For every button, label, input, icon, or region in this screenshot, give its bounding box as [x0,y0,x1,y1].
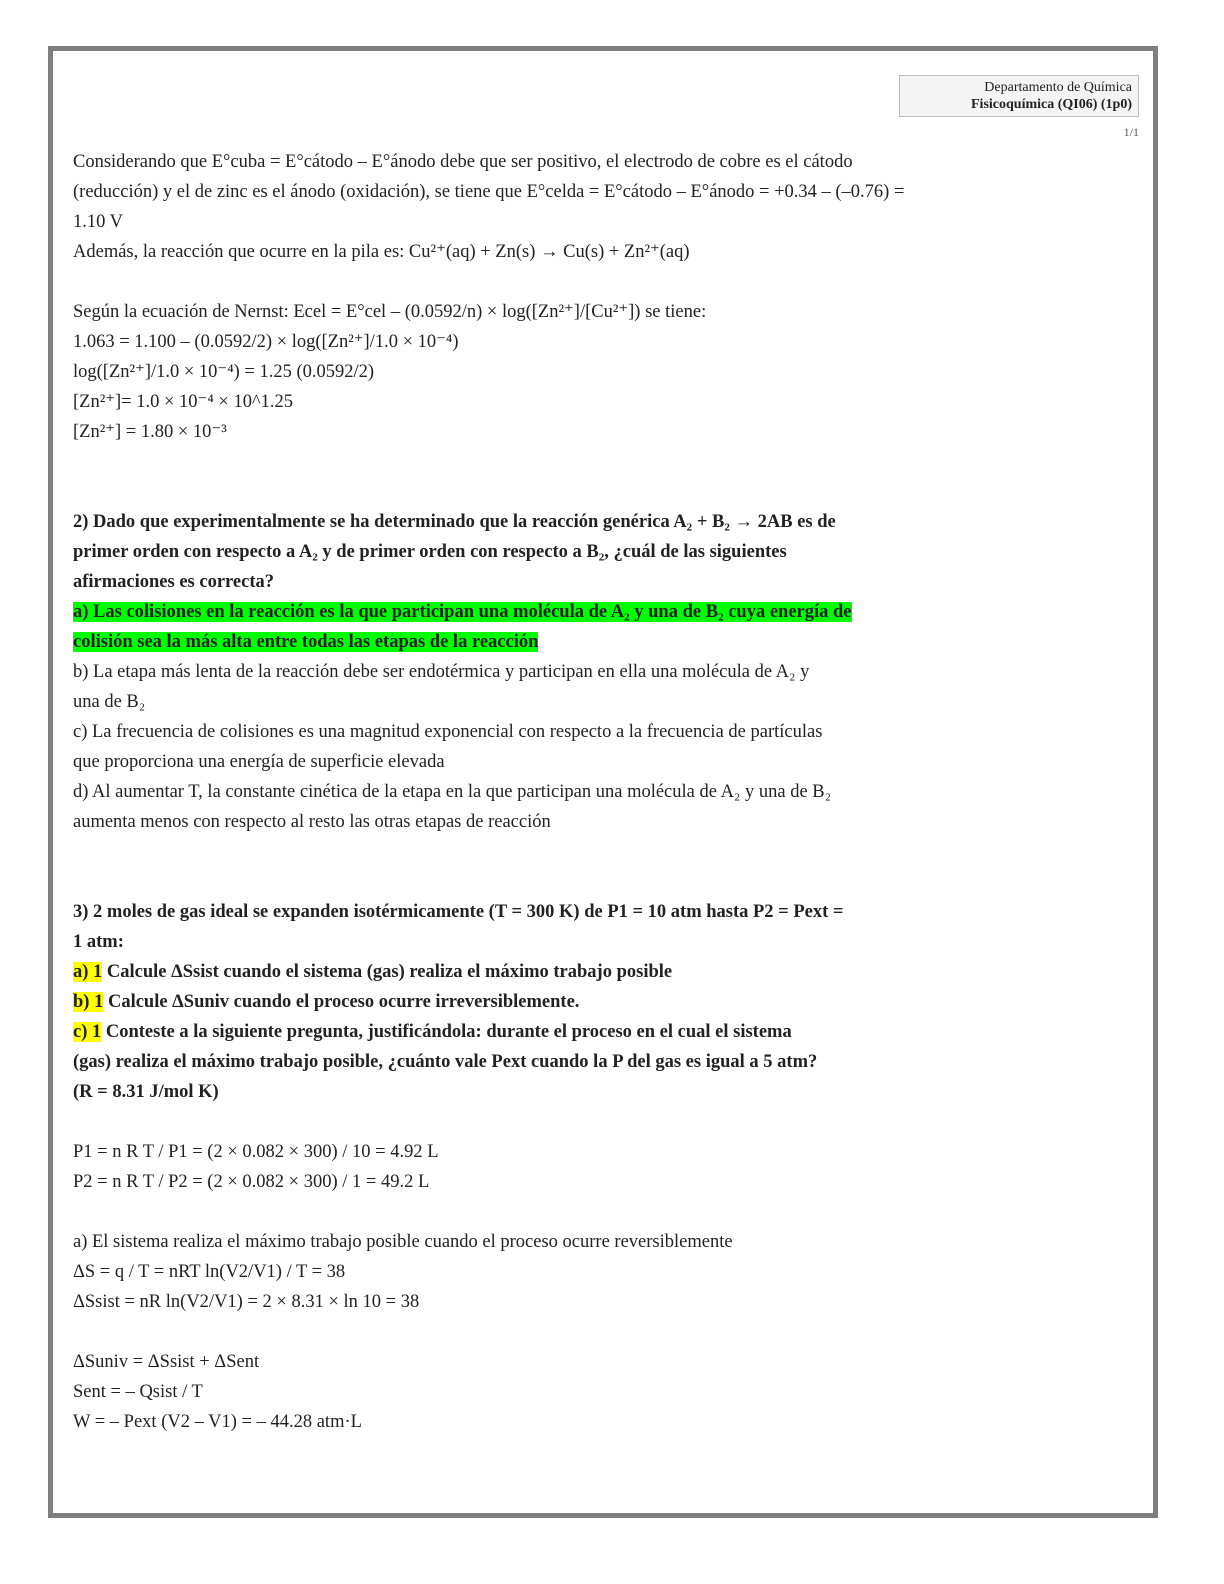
document-page [48,46,1158,1518]
part-text: Conteste a la siguiente pregunta, justificándola: durante el proceso en el cual el sistema [105,1022,792,1042]
text-line: log([Zn²⁺]/1.0 × 10⁻⁴) = 1.25 (0.0592/2) [73,362,375,382]
text-line: W = – Pext (V2 – V1) = – 44.28 atm·L [73,1412,362,1432]
question-3-part-a [73,957,1143,987]
text-line: [Zn²⁺]= 1.0 × 10⁻⁴ × 10^1.25 [73,392,294,412]
answer-option: d) Al aumentar T, la constante cinética de la etapa en la que participan una molécula de A₂ y una de B₂ [73,782,832,802]
part-label: c) 1 [73,1022,102,1042]
question-2-text: afirmaciones es correcta? [73,572,275,592]
part-text: Calcule ΔSsist cuando el sistema (gas) realiza el máximo trabajo posible [106,962,673,982]
answer-option-a [73,627,1143,657]
text-line: ΔS = q / T = nRT ln(V2/V1) / T = 38 [73,1262,346,1282]
text-line: Sent = – Qsist / T [73,1382,203,1402]
question-2-text: 2) Dado que experimentalmente se ha determinado que la reacción genérica A₂ + B₂ → 2AB es de [73,512,836,532]
text-line: 1.10 V [73,212,124,232]
question-2-text: primer orden con respecto a A₂ y de primer orden con respecto a B₂, ¿cuál de las siguientes [73,542,787,562]
text-line: P1 = n R T / P1 = (2 × 0.082 × 300) / 10 = 4.92 L [73,1142,439,1162]
text-line: Considerando que E°cuba = E°cátodo – E°ánodo debe que ser positivo, el electrodo de cobre es el cátodo [73,152,853,172]
text-line: ΔSuniv = ΔSsist + ΔSent [73,1352,260,1372]
text-line: ΔSsist = nR ln(V2/V1) = 2 × 8.31 × ln 10 = 38 [73,1292,420,1312]
question-3-part-c [73,1017,1143,1047]
part-label: a) 1 [73,962,103,982]
document-header [899,75,1139,117]
part-label: b) 1 [73,992,104,1012]
text-line: P2 = n R T / P2 = (2 × 0.082 × 300) / 1 = 49.2 L [73,1172,430,1192]
text-line: [Zn²⁺] = 1.80 × 10⁻³ [73,422,227,442]
answer-option: aumenta menos con respecto al resto las otras etapas de reacción [73,812,551,832]
document-body [73,147,1143,1437]
answer-option: una de B₂ [73,692,146,712]
answer-option: que proporciona una energía de superficie elevada [73,752,445,772]
text-line: 1.063 = 1.100 – (0.0592/2) × log([Zn²⁺]/1.0 × 10⁻⁴) [73,332,459,352]
header-course: Fisicoquímica (QI06) (1p0) [971,97,1132,112]
highlighted-answer: a) Las colisiones en la reacción es la que participan una molécula de A₂ y una de B₂ cuya energía de [73,602,852,622]
header-department: Departamento de Química [984,80,1132,95]
answer-option-a [73,597,1143,627]
question-3-part-b [73,987,1143,1017]
highlighted-answer: colisión sea la más alta entre todas las etapas de la reacción [73,632,539,652]
answer-option: c) La frecuencia de colisiones es una magnitud exponencial con respecto a la frecuencia de partículas [73,722,823,742]
text-line: Además, la reacción que ocurre en la pila es: Cu²⁺(aq) + Zn(s) → Cu(s) + Zn²⁺(aq) [73,242,690,262]
question-3-part-c: (gas) realiza el máximo trabajo posible, ¿cuánto vale Pext cuando la P del gas es igual a 5 atm? [73,1052,818,1072]
text-line: a) El sistema realiza el máximo trabajo posible cuando el proceso ocurre reversiblemente [73,1232,733,1252]
part-text: Calcule ΔSuniv cuando el proceso ocurre irreversiblemente. [107,992,580,1012]
answer-option: b) La etapa más lenta de la reacción debe ser endotérmica y participan en ella una molécula de A₂ y [73,662,810,682]
text-line: (reducción) y el de zinc es el ánodo (oxidación), se tiene que E°celda = E°cátodo – E°ánodo = +0.34 – (–0.76) = [73,182,905,202]
question-3-text: 1 atm: [73,932,124,952]
page-number: 1/1 [1123,125,1139,139]
question-3-part-c: (R = 8.31 J/mol K) [73,1082,219,1102]
text-line: Según la ecuación de Nernst: Ecel = E°cel – (0.0592/n) × log([Zn²⁺]/[Cu²⁺]) se tiene: [73,302,707,322]
question-3-text: 3) 2 moles de gas ideal se expanden isotérmicamente (T = 300 K) de P1 = 10 atm hasta P2 = Pext = [73,902,844,922]
